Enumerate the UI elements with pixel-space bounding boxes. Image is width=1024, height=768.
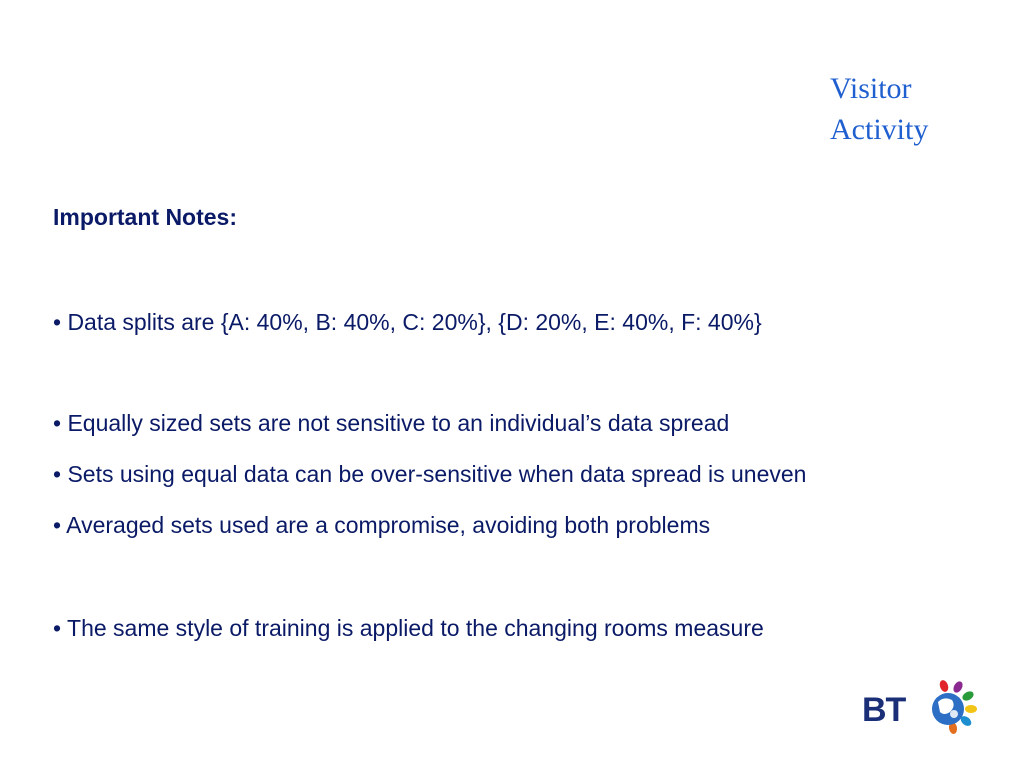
bullet-equal-data-sets: • Sets using equal data can be over-sensitive when data spread is uneven xyxy=(53,461,807,487)
bullet-training-style: • The same style of training is applied to the changing rooms measure xyxy=(53,615,764,641)
notes-heading: Important Notes: xyxy=(53,204,237,230)
piper-globe-icon xyxy=(920,676,982,738)
bullet-equally-sized-sets: • Equally sized sets are not sensitive to an individual’s data spread xyxy=(53,410,730,436)
slide-title xyxy=(830,68,1000,150)
bt-logo xyxy=(862,676,984,742)
bullet-data-splits: • Data splits are {A: 40%, B: 40%, C: 20%}, {D: 20%, E: 40%, F: 40%} xyxy=(53,309,762,335)
slide-title-line-1: Visitor xyxy=(830,72,912,105)
bullet-averaged-sets: • Averaged sets used are a compromise, avoiding both problems xyxy=(53,512,711,538)
bt-logo-text: BT xyxy=(862,691,906,729)
slide-title-line-2: Activity xyxy=(830,113,929,146)
